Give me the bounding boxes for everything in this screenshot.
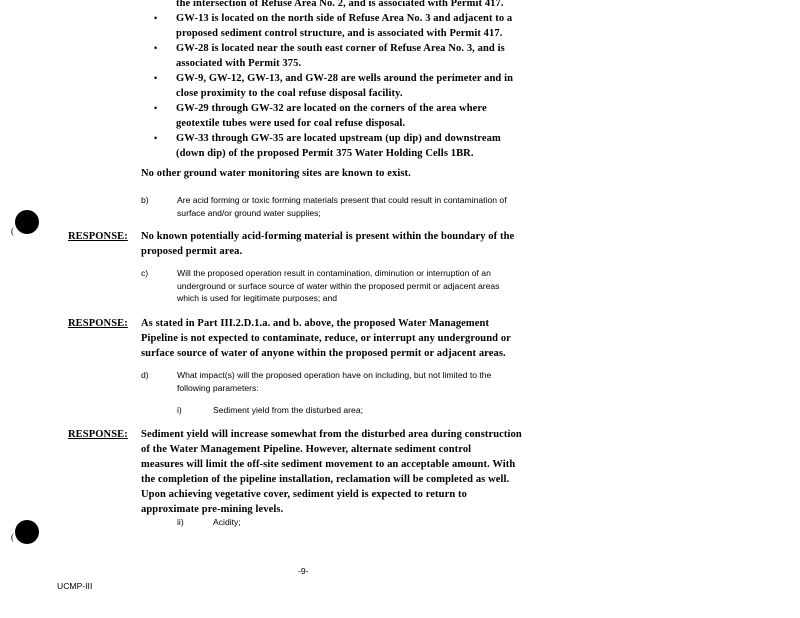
bullet-text: GW-33 through GW-35 are located upstream (up dip) and downstream bbox=[176, 133, 501, 144]
question-line: Are acid forming or toxic forming materials present that could result in contamination of bbox=[177, 195, 507, 205]
response-b-text bbox=[141, 229, 561, 259]
question-line: Will the proposed operation result in contamination, diminution or interruption of an bbox=[177, 268, 491, 278]
response-line: the completion of the pipeline installation, reclamation will be completed as well. bbox=[141, 474, 510, 485]
bullet-marker: • bbox=[154, 43, 158, 53]
response-c-text bbox=[141, 316, 561, 361]
response-line: of the Water Management Pipeline. However, alternate sediment control bbox=[141, 444, 472, 455]
item-d-letter: d) bbox=[141, 370, 149, 380]
response-line: Upon achieving vegetative cover, sediment yield is expected to return to bbox=[141, 489, 467, 500]
response-label: RESPONSE: bbox=[68, 429, 128, 440]
question-line: What impact(s) will the proposed operation have on including, but not limited to the bbox=[177, 370, 492, 380]
well-bullet-list bbox=[154, 11, 556, 161]
bullet-text: associated with Permit 375. bbox=[176, 58, 302, 69]
item-b-question bbox=[177, 194, 557, 219]
continuation-line: the intersection of Refuse Area No. 2, and is associated with Permit 417. bbox=[176, 0, 504, 9]
response-label: RESPONSE: bbox=[68, 231, 128, 242]
list-item bbox=[154, 11, 556, 41]
page-number: -9- bbox=[298, 566, 309, 576]
bullet-text: (down dip) of the proposed Permit 375 Water Holding Cells 1BR. bbox=[176, 148, 474, 159]
bullet-text: geotextile tubes were used for coal refuse disposal. bbox=[176, 118, 406, 129]
question-line: which is used for legitimate purposes; and bbox=[177, 293, 338, 303]
no-other-sites-text: No other ground water monitoring sites are known to exist. bbox=[141, 168, 411, 179]
bullet-text: GW-28 is located near the south east corner of Refuse Area No. 3, and is bbox=[176, 43, 505, 54]
item-b-letter: b) bbox=[141, 195, 149, 205]
bullet-text: GW-29 through GW-32 are located on the corners of the area where bbox=[176, 103, 487, 114]
bullet-marker: • bbox=[154, 103, 158, 113]
bullet-text: GW-9, GW-12, GW-13, and GW-28 are wells around the perimeter and in bbox=[176, 73, 514, 84]
hole-punch-mark bbox=[15, 210, 39, 234]
sub-item-ii-numeral: ii) bbox=[177, 517, 184, 527]
bullet-text: proposed sediment control structure, and is associated with Permit 417. bbox=[176, 28, 503, 39]
bullet-text: GW-13 is located on the north side of Refuse Area No. 3 and adjacent to a bbox=[176, 13, 513, 24]
hole-punch-mark bbox=[15, 520, 39, 544]
response-line: Pipeline is not expected to contaminate, reduce, or interrupt any underground or bbox=[141, 333, 511, 344]
question-line: following parameters: bbox=[177, 382, 259, 393]
question-line: surface and/or ground water supplies; bbox=[177, 207, 321, 218]
list-item bbox=[154, 71, 556, 101]
sub-item-i-text: Sediment yield from the disturbed area; bbox=[213, 405, 363, 415]
list-item bbox=[154, 41, 556, 71]
response-line: proposed permit area. bbox=[141, 246, 243, 257]
response-line: approximate pre-mining levels. bbox=[141, 504, 284, 515]
list-item bbox=[154, 131, 556, 161]
bullet-text: close proximity to the coal refuse disposal facility. bbox=[176, 88, 403, 99]
bullet-marker: • bbox=[154, 133, 158, 143]
margin-mark: ( bbox=[11, 226, 14, 236]
margin-mark: ( bbox=[11, 532, 14, 542]
question-line: underground or surface source of water within the proposed permit or adjacent areas bbox=[177, 280, 500, 291]
response-line: surface source of water of anyone within the proposed permit or adjacent areas. bbox=[141, 348, 506, 359]
sub-item-i-numeral: i) bbox=[177, 405, 182, 415]
response-i-text bbox=[141, 427, 571, 517]
item-c-question bbox=[177, 267, 557, 305]
response-line: No known potentially acid-forming material is present within the boundary of the bbox=[141, 231, 515, 242]
bullet-marker: • bbox=[154, 73, 158, 83]
item-d-question bbox=[177, 369, 557, 394]
list-item bbox=[154, 101, 556, 131]
response-line: Sediment yield will increase somewhat from the disturbed area during construction bbox=[141, 429, 522, 440]
bullet-marker: • bbox=[154, 13, 158, 23]
response-line: As stated in Part III.2.D.1.a. and b. above, the proposed Water Management bbox=[141, 318, 490, 329]
response-label: RESPONSE: bbox=[68, 318, 128, 329]
response-line: measures will limit the off-site sediment movement to an acceptable amount. With bbox=[141, 459, 516, 470]
footer-document-id: UCMP-III bbox=[57, 581, 93, 591]
sub-item-ii-text: Acidity; bbox=[213, 517, 241, 527]
item-c-letter: c) bbox=[141, 268, 149, 278]
